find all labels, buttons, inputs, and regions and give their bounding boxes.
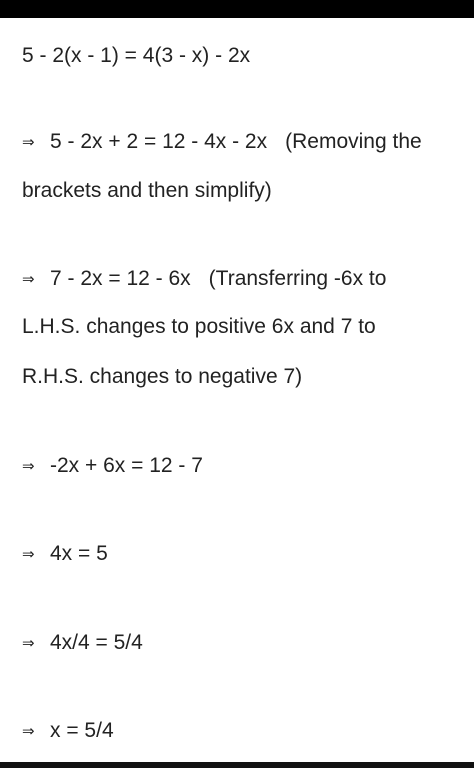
equation-line-3	[22, 266, 386, 293]
note-line-3b	[22, 314, 376, 340]
equation-1: 5 - 2(x - 1) = 4(3 - x) - 2x	[22, 44, 251, 67]
equation-4: -2x + 6x = 12 - 7	[50, 454, 203, 477]
implies-arrow-icon: ⇒	[22, 134, 35, 151]
equation-line-4	[22, 453, 203, 480]
note-2b: brackets and then simplify)	[22, 179, 272, 202]
equation-7: x = 5/4	[50, 719, 114, 742]
implies-arrow-icon: ⇒	[22, 271, 35, 288]
equation-line-1	[22, 43, 250, 69]
note-3c: R.H.S. changes to negative 7)	[22, 365, 303, 388]
implies-arrow-icon: ⇒	[22, 458, 35, 475]
note-line-3c	[22, 364, 302, 390]
note-line-2b	[22, 178, 272, 204]
note-2a: (Removing the	[285, 130, 422, 153]
implies-arrow-icon: ⇒	[22, 546, 35, 563]
equation-line-2	[22, 129, 422, 156]
equation-2: 5 - 2x + 2 = 12 - 4x - 2x	[50, 130, 268, 153]
equation-6: 4x/4 = 5/4	[50, 631, 143, 654]
equation-line-5	[22, 541, 108, 568]
top-status-bar	[0, 0, 474, 18]
bottom-bar	[0, 762, 474, 768]
note-3b: L.H.S. changes to positive 6x and 7 to	[22, 315, 376, 338]
note-3a: (Transferring -6x to	[208, 267, 387, 290]
equation-5: 4x = 5	[50, 542, 108, 565]
implies-arrow-icon: ⇒	[22, 635, 35, 652]
equation-3: 7 - 2x = 12 - 6x	[50, 267, 191, 290]
equation-line-6	[22, 630, 143, 657]
implies-arrow-icon: ⇒	[22, 723, 35, 740]
equation-line-7	[22, 718, 114, 745]
